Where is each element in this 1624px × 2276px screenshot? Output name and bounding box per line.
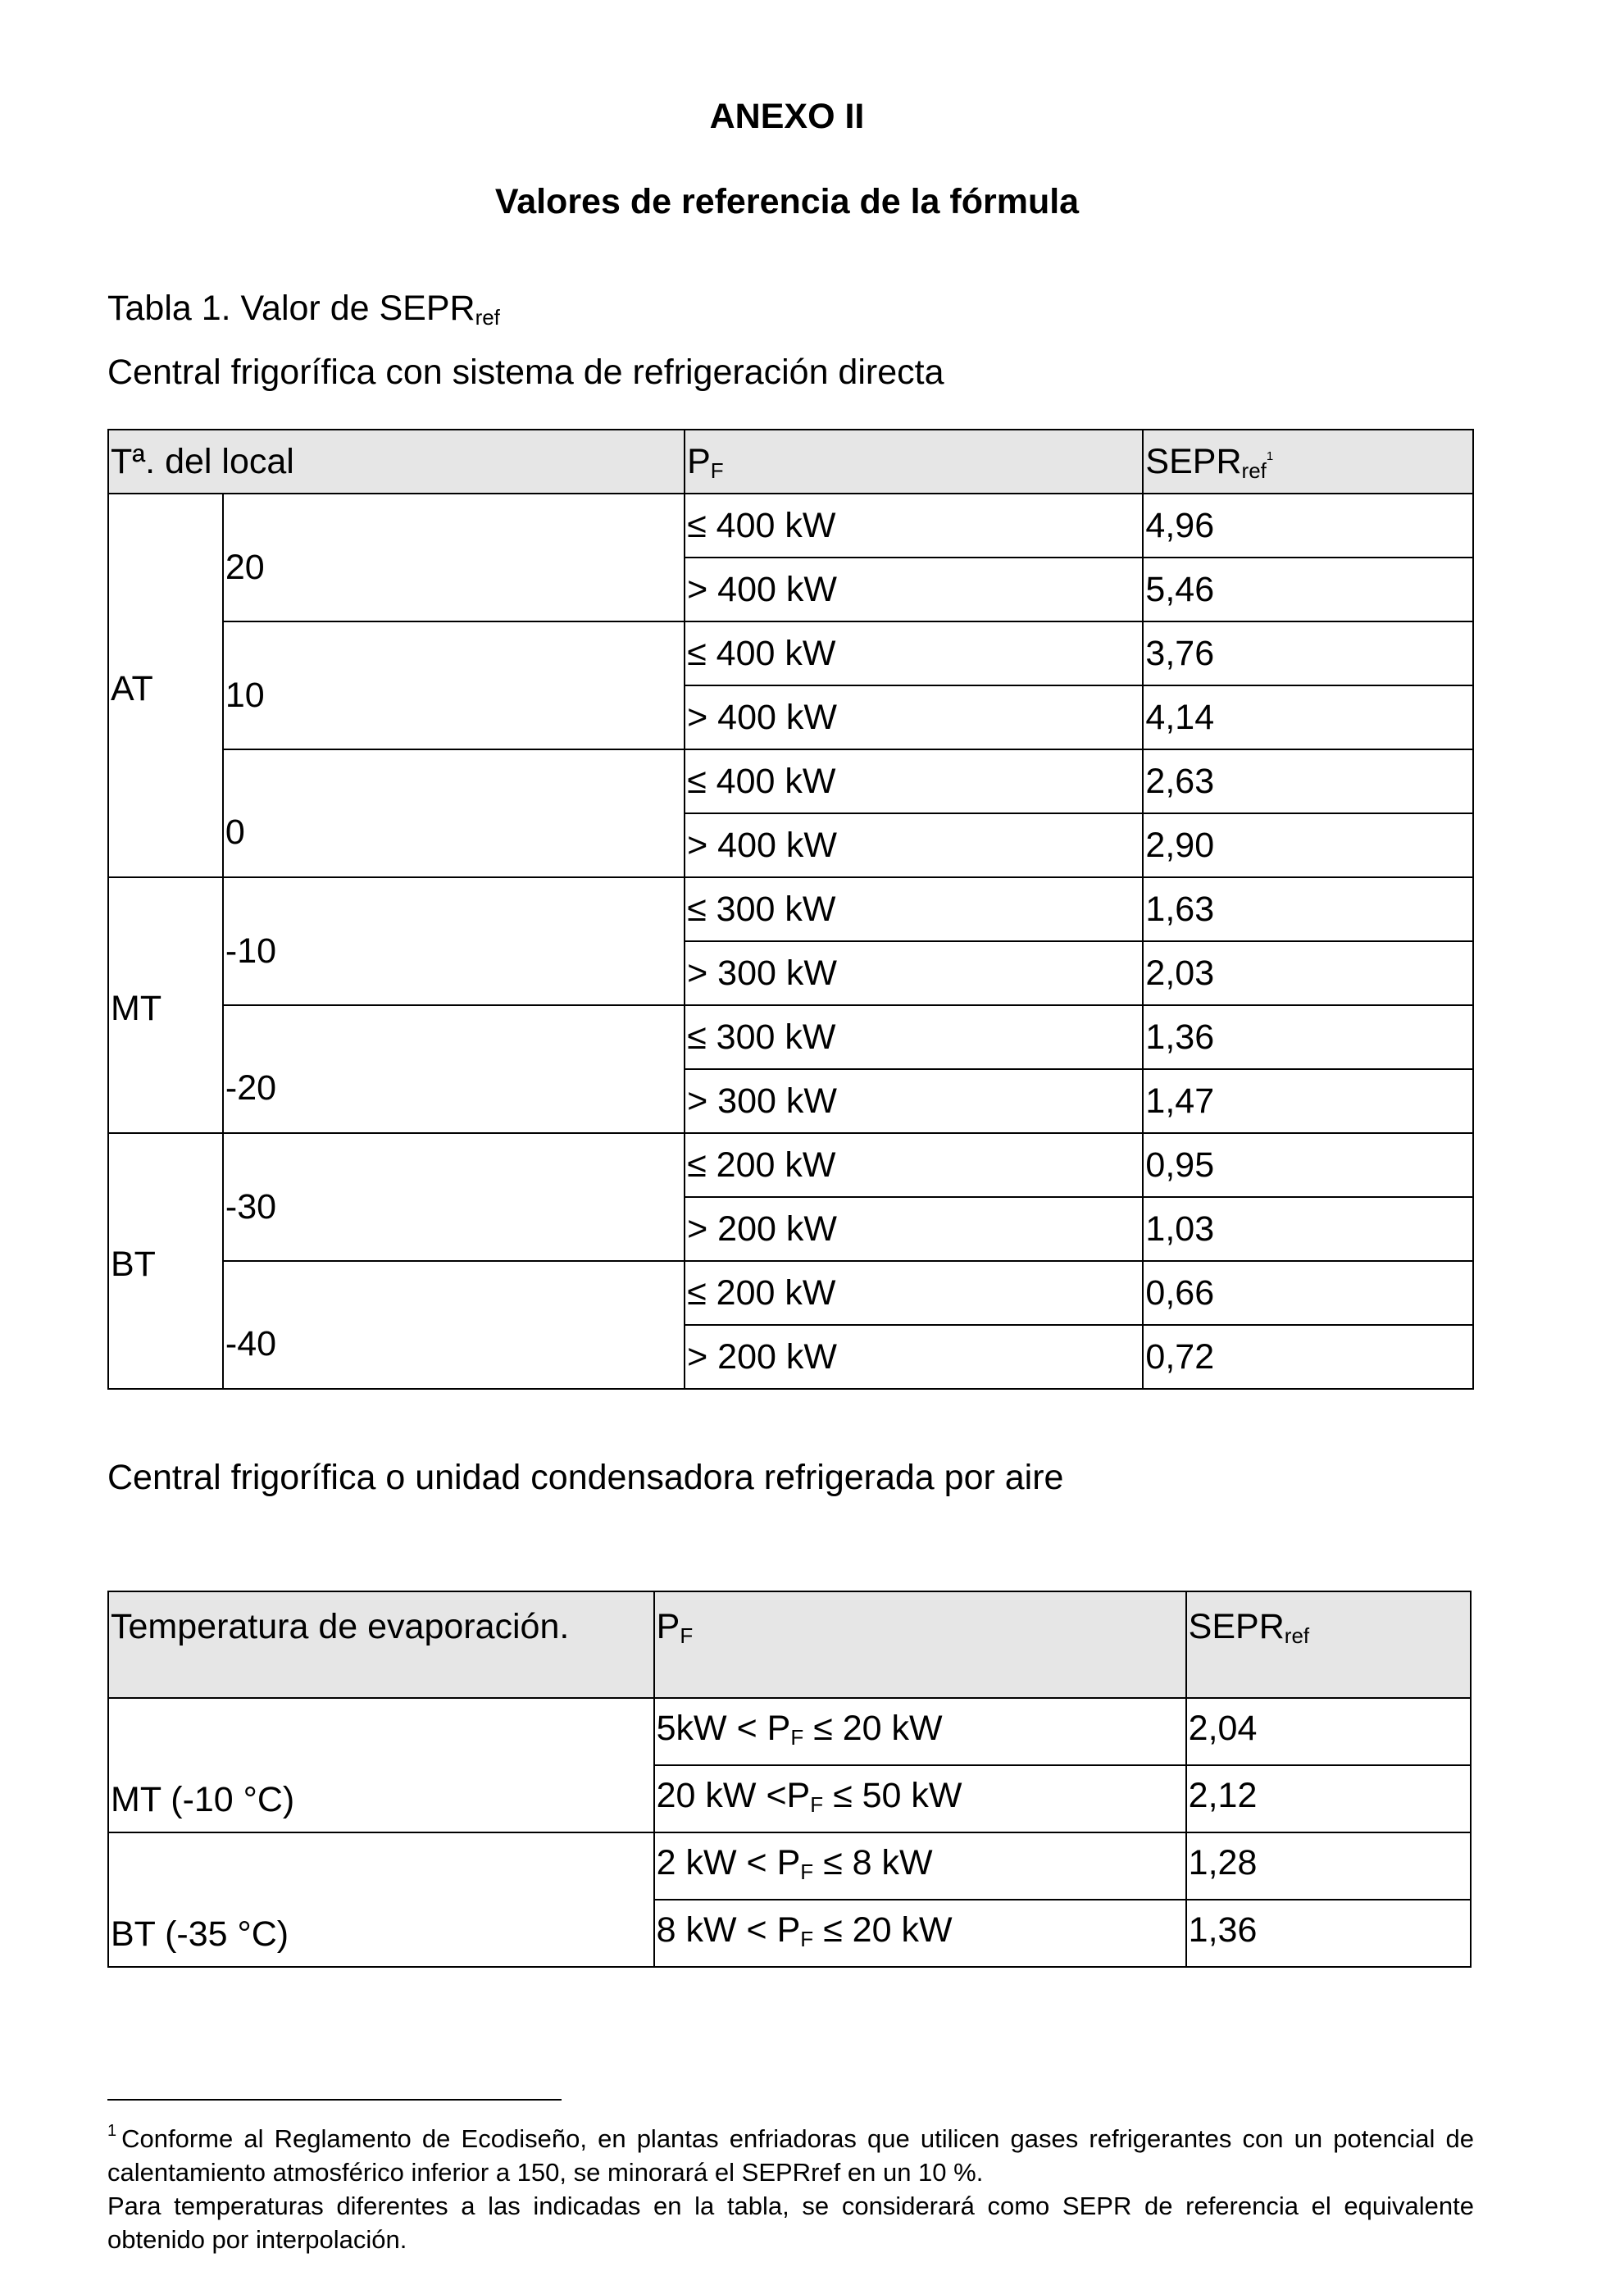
group-label: AT — [108, 494, 223, 877]
table-row — [108, 749, 1473, 813]
header-sepr-footnote-ref: 1 — [1266, 448, 1274, 463]
table1-body — [108, 494, 1473, 1389]
header-sepr-subscript: ref — [1241, 457, 1267, 483]
header-sepr-text: SEPR — [1145, 441, 1242, 481]
pf-range-subscript: F — [810, 1792, 824, 1817]
pf-range-suffix: ≤ 20 kW — [813, 1910, 953, 1950]
group-label: BT (-35 °C) — [108, 1832, 654, 1967]
pf-range-cell: ≤ 300 kW — [685, 1005, 1143, 1069]
annex-title: ANEXO II — [709, 97, 865, 136]
temperature-cell: -10 — [223, 877, 685, 1005]
sepr-value-cell: 2,12 — [1186, 1765, 1471, 1832]
sepr-value-cell: 1,03 — [1143, 1197, 1473, 1261]
pf-range-prefix: 5kW < P — [656, 1709, 791, 1748]
temperature-cell: -20 — [223, 1005, 685, 1133]
sepr-value-cell: 0,95 — [1143, 1133, 1473, 1197]
table2-subtitle: Central frigorífica o unidad condensadora refrigerada por aire — [107, 1458, 1064, 1497]
pf-range-cell: ≤ 200 kW — [685, 1133, 1143, 1197]
table1-caption-text: Tabla 1. Valor de SEPR — [107, 289, 475, 328]
pf-range-cell — [654, 1765, 1186, 1832]
temperature-cell: -30 — [223, 1133, 685, 1261]
group-label: BT — [108, 1133, 223, 1389]
sepr-value-cell: 5,46 — [1143, 558, 1473, 621]
pf-range-cell: ≤ 300 kW — [685, 877, 1143, 941]
pf-range-cell: > 400 kW — [685, 558, 1143, 621]
sepr-value-cell: 1,28 — [1186, 1832, 1471, 1900]
pf-range-cell: ≤ 400 kW — [685, 494, 1143, 558]
sepr-value-cell: 2,04 — [1186, 1698, 1471, 1765]
annex-subtitle: Valores de referencia de la fórmula — [494, 182, 1080, 221]
pf-range-subscript: F — [790, 1725, 804, 1750]
sepr-value-cell: 1,36 — [1143, 1005, 1473, 1069]
pf-range-cell: > 200 kW — [685, 1197, 1143, 1261]
header-pf-subscript: F — [710, 457, 724, 483]
temperature-cell: 20 — [223, 494, 685, 621]
sepr-value-cell: 1,63 — [1143, 877, 1473, 941]
sepr-value-cell: 0,72 — [1143, 1325, 1473, 1389]
table1-caption-subscript: ref — [475, 305, 500, 330]
header-pf-text: P — [687, 441, 711, 481]
pf-range-prefix: 20 kW <P — [656, 1776, 811, 1815]
pf-range-suffix: ≤ 20 kW — [803, 1709, 943, 1748]
table2-body — [108, 1698, 1471, 1967]
group-label: MT — [108, 877, 223, 1133]
header-temp-evap: Temperatura de evaporación. — [108, 1591, 654, 1698]
table1-subtitle: Central frigorífica con sistema de refrigeración directa — [107, 353, 944, 392]
pf-range-suffix: ≤ 50 kW — [823, 1776, 962, 1815]
table1-caption — [107, 289, 500, 329]
pf-range-cell: ≤ 400 kW — [685, 621, 1143, 685]
footnote-1-text: Conforme al Reglamento de Ecodiseño, en plantas enfriadoras que utilicen gases refrigerantes con un potencial de calentamiento atmosférico inferior a 150, se minorará el SEPRref en un 10 %. — [107, 2124, 1474, 2187]
table-row — [108, 1832, 1471, 1900]
sepr-value-cell: 3,76 — [1143, 621, 1473, 685]
pf-range-prefix: 2 kW < P — [656, 1843, 801, 1882]
temperature-cell: -40 — [223, 1261, 685, 1389]
table2-header-row — [108, 1591, 1471, 1698]
footnote-divider — [107, 2099, 562, 2101]
header-sepr — [1143, 430, 1473, 494]
table-row — [108, 1133, 1473, 1197]
pf-range-cell: > 400 kW — [685, 813, 1143, 877]
pf-range-cell: ≤ 200 kW — [685, 1261, 1143, 1325]
header-sepr — [1186, 1591, 1471, 1698]
sepr-value-cell: 2,90 — [1143, 813, 1473, 877]
footnote-1-number: 1 — [107, 2122, 117, 2140]
header-pf-subscript: F — [680, 1623, 694, 1648]
sepr-value-cell: 0,66 — [1143, 1261, 1473, 1325]
pf-range-cell — [654, 1900, 1186, 1967]
group-label: MT (-10 °C) — [108, 1698, 654, 1832]
pf-range-subscript: F — [800, 1859, 814, 1884]
header-temp-local: Tª. del local — [108, 430, 685, 494]
table-sepr-air-cooled — [107, 1591, 1472, 1968]
pf-range-cell: ≤ 400 kW — [685, 749, 1143, 813]
table1-header-row — [108, 430, 1473, 494]
pf-range-cell: > 300 kW — [685, 1069, 1143, 1133]
sepr-value-cell: 4,96 — [1143, 494, 1473, 558]
pf-range-suffix: ≤ 8 kW — [813, 1843, 933, 1882]
pf-range-cell: > 400 kW — [685, 685, 1143, 749]
temperature-cell: 10 — [223, 621, 685, 749]
table-row — [108, 621, 1473, 685]
pf-range-cell — [654, 1698, 1186, 1765]
pf-range-cell: > 200 kW — [685, 1325, 1143, 1389]
table-sepr-direct — [107, 429, 1474, 1390]
header-sepr-subscript: ref — [1284, 1623, 1310, 1648]
sepr-value-cell: 2,03 — [1143, 941, 1473, 1005]
header-pf — [685, 430, 1143, 494]
table-row — [108, 877, 1473, 941]
sepr-value-cell: 1,47 — [1143, 1069, 1473, 1133]
pf-range-cell: > 300 kW — [685, 941, 1143, 1005]
table-row — [108, 1261, 1473, 1325]
header-sepr-text: SEPR — [1188, 1607, 1285, 1646]
footnote-2: Para temperaturas diferentes a las indicadas en la tabla, se considerará como SEPR de referencia el equivalente obtenido por interpolación. — [107, 2192, 1474, 2254]
pf-range-prefix: 8 kW < P — [656, 1910, 801, 1950]
table-row — [108, 494, 1473, 558]
header-pf — [654, 1591, 1186, 1698]
pf-range-subscript: F — [800, 1927, 814, 1951]
header-pf-text: P — [656, 1607, 680, 1646]
sepr-value-cell: 4,14 — [1143, 685, 1473, 749]
table-row — [108, 1698, 1471, 1765]
sepr-value-cell: 2,63 — [1143, 749, 1473, 813]
footnote-1 — [107, 2122, 1474, 2189]
pf-range-cell — [654, 1832, 1186, 1900]
table-row — [108, 1005, 1473, 1069]
temperature-cell: 0 — [223, 749, 685, 877]
sepr-value-cell: 1,36 — [1186, 1900, 1471, 1967]
